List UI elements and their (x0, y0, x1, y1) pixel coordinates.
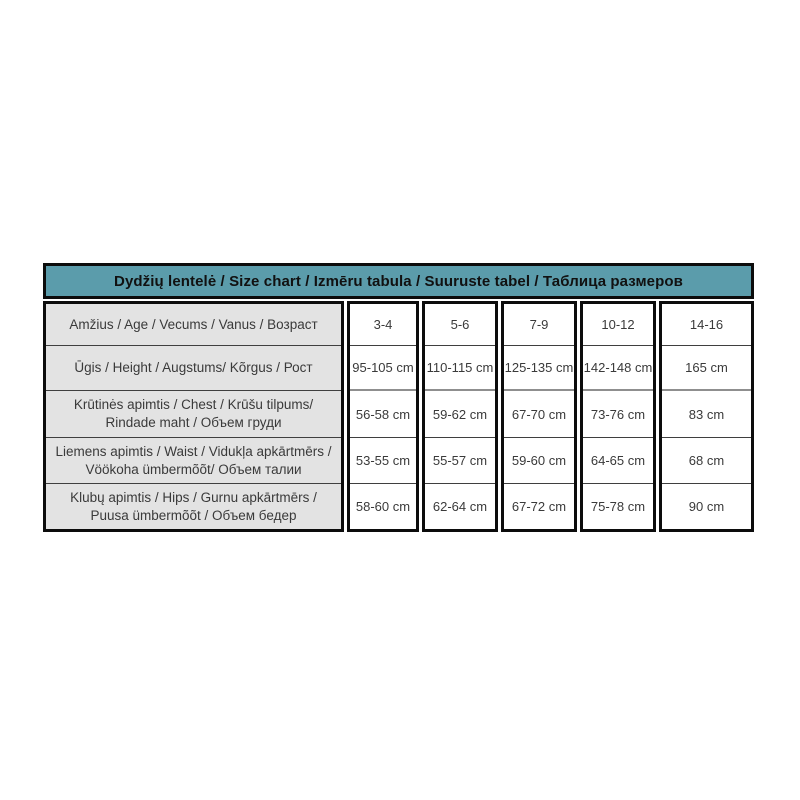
value-hips: 67-72 cm (511, 499, 567, 514)
row-label-age: Amžius / Age / Vecums / Vanus / Возраст (46, 304, 341, 346)
row-label-chest: Krūtinės apimtis / Chest / Krūšu tilpums/ Rindade maht / Объем груди (46, 391, 341, 438)
value-chest: 56-58 cm (350, 391, 416, 438)
value-height: 125-135 cm (504, 346, 574, 391)
size-column-7-9 (501, 301, 577, 532)
size-chart-body (43, 301, 756, 532)
value-age: 3-4 (350, 304, 416, 346)
measurement-label-column (43, 301, 344, 532)
value-hips: 75-78 cm (590, 499, 646, 514)
value-hips: 62-64 cm (432, 499, 488, 514)
value-chest: 59-62 cm (425, 391, 495, 438)
value-chest: 73-76 cm (583, 391, 653, 438)
value-chest: 67-70 cm (504, 391, 574, 438)
size-column-5-6 (422, 301, 498, 532)
value-age: 14-16 (662, 304, 751, 346)
row-label-hips: Klubų apimtis / Hips / Gurnu apkārtmērs / Puusa ümbermõõt / Объем бедер (70, 489, 317, 523)
value-waist: 55-57 cm (425, 438, 495, 484)
value-chest: 83 cm (662, 391, 751, 438)
value-waist: 53-55 cm (350, 438, 416, 484)
value-height: 165 cm (662, 346, 751, 391)
size-column-14-16 (659, 301, 754, 532)
value-waist: 59-60 cm (504, 438, 574, 484)
value-age: 7-9 (504, 304, 574, 346)
row-label-height: Ūgis / Height / Augstums/ Kõrgus / Рост (46, 346, 341, 391)
value-waist: 64-65 cm (583, 438, 653, 484)
value-age: 10-12 (583, 304, 653, 346)
value-waist: 68 cm (662, 438, 751, 484)
value-height: 142-148 cm (583, 346, 653, 391)
value-height: 95-105 cm (350, 346, 416, 391)
size-column-10-12 (580, 301, 656, 532)
value-height: 110-115 cm (425, 346, 495, 391)
size-column-3-4 (347, 301, 419, 532)
value-hips: 90 cm (688, 499, 725, 514)
size-chart-table (43, 263, 756, 532)
size-chart-title: Dydžių lentelė / Size chart / Izmēru tabula / Suuruste tabel / Таблица размеров (43, 263, 754, 299)
row-label-waist: Liemens apimtis / Waist / Vidukļa apkārtmērs / Vöökoha ümbermõõt/ Объем талии (46, 438, 341, 484)
value-hips: 58-60 cm (355, 499, 411, 514)
value-age: 5-6 (425, 304, 495, 346)
